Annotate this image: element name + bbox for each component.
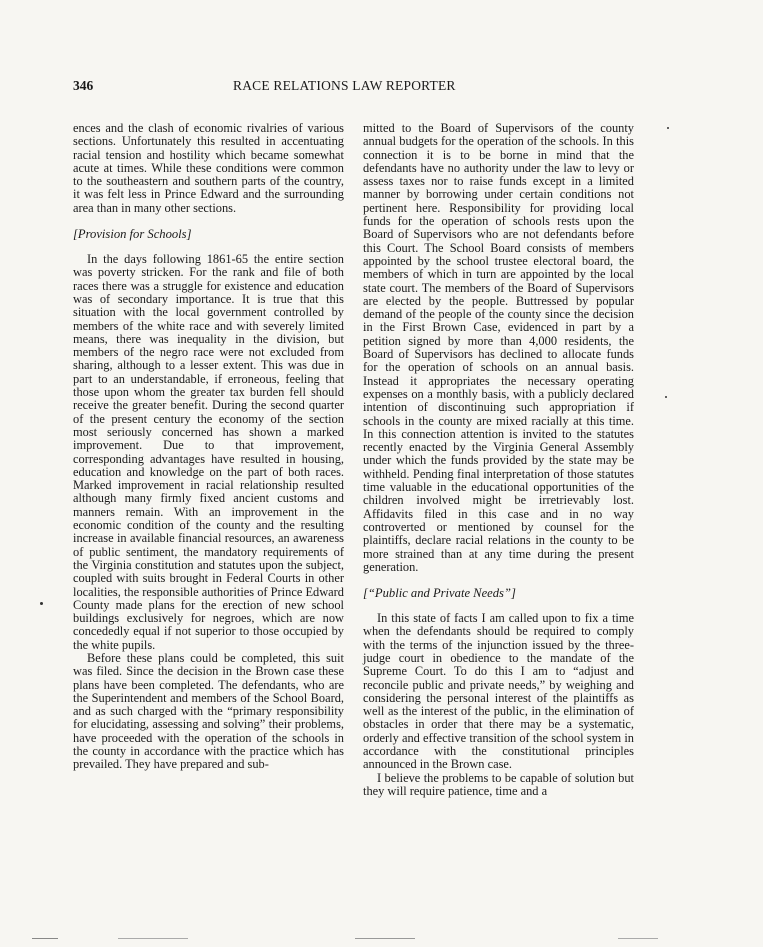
right-paragraph-2: In this state of facts I am called upon to fix a time when the defendants should be required to comply with the terms of the injunction issued by the three-judge court in obedience to the mandate of the Supreme Court. To do this I am to “adjust and reconcile public and private needs,” by weighing and considering the personal interest of the plaintiffs as well as the interest of the public, in the elimination of obstacles in order that there may be a systematic, orderly and effective transition of the school system in accordance with the constitutional principles announced in the Brown case. bbox=[363, 611, 634, 772]
right-paragraph-1: mitted to the Board of Supervisors of the county annual budgets for the operation of the schools. In this connection it is to be borne in mind that the defendants have no authority under the law to levy or assess taxes nor to raise funds except in a limited manner by borrowing under certain conditions not pertinent here. Responsibility for providing local funds for the operation of schools rests upon the Board of Supervisors who are not defendants before this Court. The School Board consists of members appointed by the school trustee electoral board, the members of which in turn are appointed by the local state court. The members of the Board of Supervisors are elected by the people. Buttressed by popular demand of the people of the county since the decision in the First Brown Case, evidenced in part by a petition signed by more than 4,000 residents, the Board of Supervisors has declined to allocate funds for the operation of schools on an annual basis. Instead it appropriates the necessary operating expenses on a monthly basis, with a publicly declared intention of discontinuing such appropriation if schools in the county are mixed racially at this time. In this connection attention is invited to the statutes recently enacted by the Virginia General Assembly under which the funds provided by the state may be withheld. Pending final interpretation of those statutes time valuable in the educational opportunities of the children involved might be irretrievably lost. Affidavits filed in this case and in no way controverted or mentioned by counsel for the plaintiffs, declare racial relations in the county to be more strained than at any time during the present generation. bbox=[363, 121, 634, 574]
left-column bbox=[73, 122, 344, 772]
scan-artifact-line bbox=[32, 938, 58, 939]
scan-artifact-line bbox=[118, 938, 188, 939]
scan-artifact-line bbox=[355, 938, 415, 939]
running-head: RACE RELATIONS LAW REPORTER bbox=[233, 78, 456, 93]
scan-artifact-line bbox=[618, 938, 658, 939]
section-heading-provision-for-schools: [Provision for Schools] bbox=[73, 227, 192, 242]
right-column bbox=[363, 122, 634, 798]
scan-speck bbox=[667, 127, 669, 129]
left-paragraph-3: Before these plans could be completed, this suit was filed. Since the decision in the Brown case these plans have been completed. The defendants, who are the Superintendent and members of the School Board, and as such charged with the “primary responsibility for elucidating, assessing and solving” their problems, have proceeded with the operation of the schools in the county in accordance with the practice which has prevailed. They have prepared and sub- bbox=[73, 650, 344, 772]
page-number: 346 bbox=[73, 78, 94, 93]
scan-speck bbox=[665, 396, 667, 398]
page-header bbox=[73, 78, 663, 98]
section-heading-public-and-private-needs: [“Public and Private Needs”] bbox=[363, 586, 516, 601]
scan-speck bbox=[40, 602, 43, 605]
right-paragraph-3: I believe the problems to be capable of solution but they will require patience, time and a bbox=[363, 770, 634, 798]
left-paragraph-2: In the days following 1861-65 the entire section was poverty stricken. For the rank and file of both races there was a struggle for existence and education was of secondary importance. It is true that this situation with the local government controlled by members of the white race and with severely limited means, there was inequality in the division, but members of the negro race were not excluded from sharing, although to a lesser extent. This was due in part to an understandable, if erroneous, feeling that those upon whom the greater tax burden fell should receive the greater benefit. During the second quarter of the present century the economy of the section most seriously concerned has shown a marked improvement. Due to that improvement, corresponding advantages have resulted in housing, education and knowledge on the part of both races. Marked improvement in racial relationship resulted although many firmly fixed ancient customs and manners remain. With an improvement in the economic condition of the county and the resulting increase in available financial resources, an awareness of public sentiment, the mandatory requirements of the Virginia constitution and statutes upon the subject, coupled with suits brought in Federal Courts in other localities, the responsible authorities of Prince Edward County made plans for the erection of new school buildings exclusively for negroes, which are now concededly equal if not superior to those occupied by the white pupils. bbox=[73, 252, 344, 652]
left-paragraph-1: ences and the clash of economic rivalries of various sections. Unfortunately this resulted in accentuating racial tension and hostility which became somewhat acute at times. While these conditions were common to the southeastern and southern parts of the country, it was felt less in Prince Edward and the surrounding area than in many other sections. bbox=[73, 121, 344, 215]
